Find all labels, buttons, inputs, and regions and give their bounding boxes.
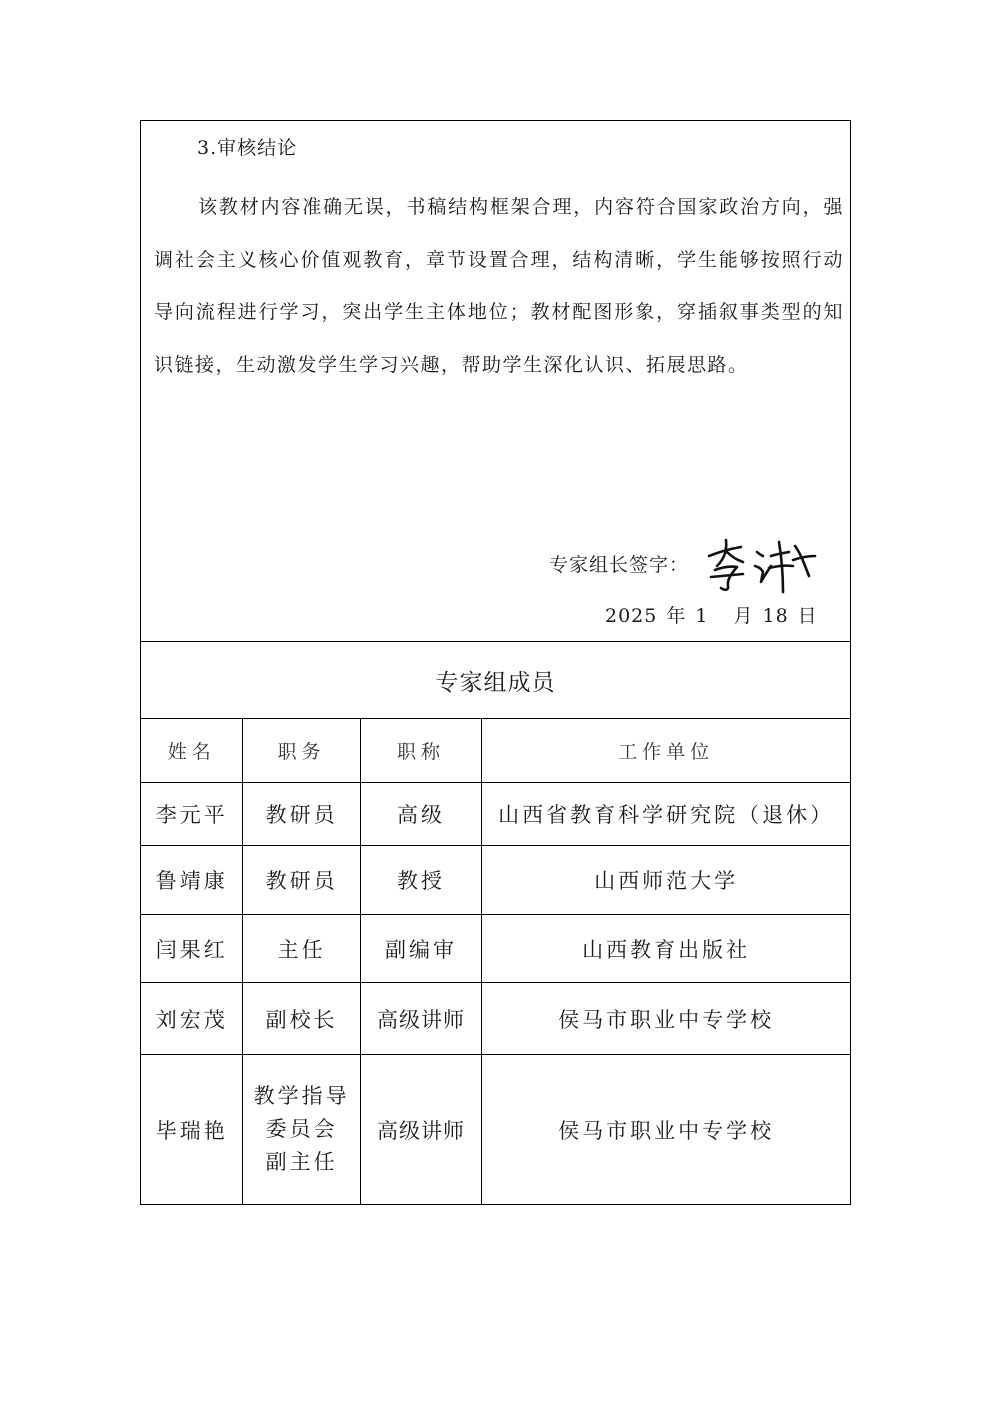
- member-position-line: 委员会: [265, 1117, 338, 1141]
- header-name: 姓名: [141, 719, 243, 783]
- header-unit: 工作单位: [482, 719, 851, 783]
- member-title: 副编审: [360, 915, 481, 983]
- member-position: 主任: [243, 915, 360, 983]
- member-position: [243, 1055, 360, 1205]
- member-position-line: 副主任: [265, 1150, 338, 1174]
- table-row: [141, 915, 851, 983]
- member-position-line: 教学指导: [253, 1084, 350, 1108]
- member-title: 高级讲师: [360, 983, 481, 1055]
- member-name: 刘宏茂: [141, 983, 243, 1055]
- date-year-unit: 年: [666, 605, 687, 627]
- signature-date: [605, 601, 827, 628]
- members-table-title: 专家组成员: [435, 669, 556, 696]
- date-month-unit: 月: [733, 605, 754, 627]
- date-month: 1: [695, 605, 709, 627]
- member-unit: 山西师范大学: [482, 846, 851, 915]
- member-name: 李元平: [141, 783, 243, 846]
- table-header-row: [141, 719, 851, 783]
- table-row: [141, 783, 851, 846]
- review-form-frame: [140, 120, 851, 1205]
- member-unit: 山西省教育科学研究院（退休）: [482, 783, 851, 846]
- member-unit: 侯马市职业中专学校: [482, 983, 851, 1055]
- handwritten-signature: [701, 536, 821, 594]
- member-name: 闫果红: [141, 915, 243, 983]
- date-day: 18: [762, 605, 789, 627]
- review-conclusion-section: [141, 121, 850, 641]
- member-name: 毕瑞艳: [141, 1055, 243, 1205]
- member-name: 鲁靖康: [141, 846, 243, 915]
- conclusion-paragraph: 该教材内容准确无误，书稿结构框架合理，内容符合国家政治方向，强调社会主义核心价值观教育，章节设置合理，结构清晰，学生能够按照行动导向流程进行学习，突出学生主体地位；教材配图形象，穿插叙事类型的知识链接，生动激发学生学习兴趣，帮助学生深化认识、拓展思路。: [154, 196, 844, 376]
- members-table: [140, 718, 851, 1205]
- member-position: 教研员: [243, 846, 360, 915]
- date-day-unit: 日: [797, 605, 818, 627]
- member-position: 副校长: [243, 983, 360, 1055]
- member-title: 高级讲师: [360, 1055, 481, 1205]
- table-row: [141, 1055, 851, 1205]
- member-unit: 侯马市职业中专学校: [482, 1055, 851, 1205]
- header-title: 职称: [360, 719, 481, 783]
- signature-label: 专家组长签字：: [549, 554, 690, 576]
- member-title: 高级: [360, 783, 481, 846]
- date-year: 2025: [605, 605, 658, 627]
- member-title: 教授: [360, 846, 481, 915]
- header-position: 职务: [243, 719, 360, 783]
- member-position: 教研员: [243, 783, 360, 846]
- member-unit: 山西教育出版社: [482, 915, 851, 983]
- table-row: [141, 846, 851, 915]
- section-heading: 3.审核结论: [197, 137, 298, 159]
- table-row: [141, 983, 851, 1055]
